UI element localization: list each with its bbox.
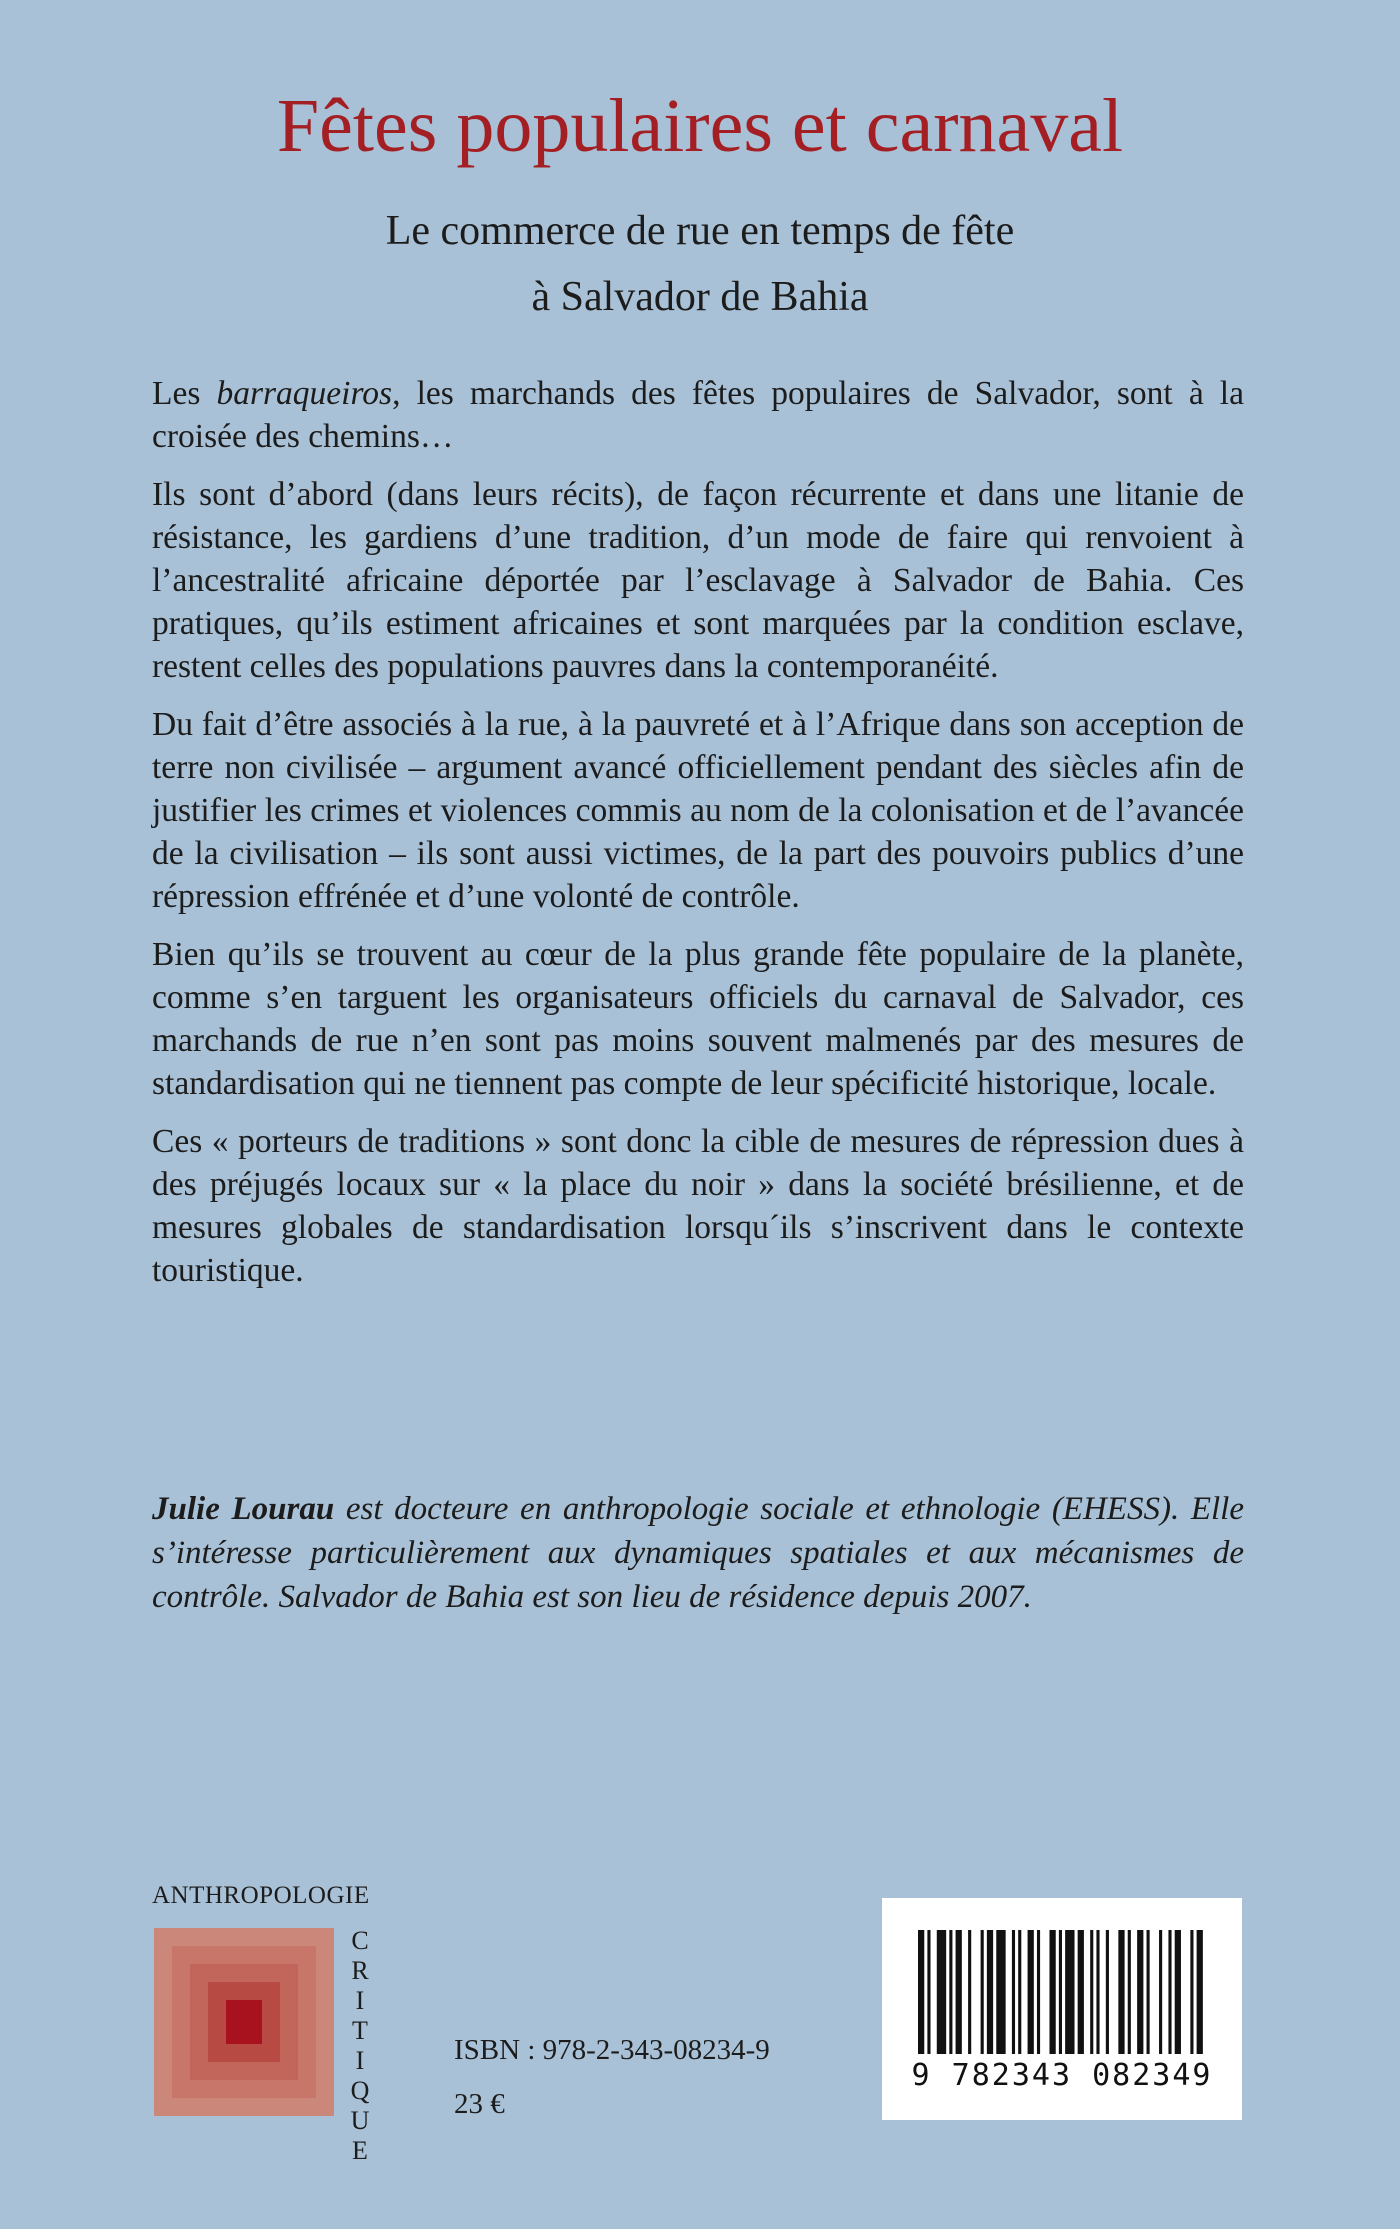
blurb-p1-emphasis: barraqueiros (216, 375, 393, 412)
barcode-bar (1049, 1930, 1055, 2054)
barcode (882, 1898, 1242, 2120)
barcode-digits: 9 782343 082349 (911, 2058, 1213, 2093)
barcode-bar (987, 1930, 993, 2054)
author-bio (152, 1487, 1244, 1619)
barcode-bar (1065, 1930, 1074, 2054)
barcode-bar (1137, 1930, 1143, 2054)
barcode-bar (1018, 1930, 1021, 2054)
blurb-paragraph-2: Ils sont d’abord (dans leurs récits), de façon récurrente et dans une litanie de résistance, les gardiens d’une tradition, d’un mode de faire qui renvoient à l’ancestralité africaine déportée par l’esclavage à Salvador de Bahia. Ces pratiques, qu’ils estiment africaines et sont marquées par la condition esclave, restent celles des populations pauvres dans la contemporanéité. (152, 476, 1244, 685)
barcode-bar (937, 1930, 946, 2054)
barcode-bar (1190, 1930, 1193, 2054)
critique-letter: I (355, 1986, 365, 2015)
blurb-paragraph-3: Du fait d’être associés à la rue, à la pauvreté et à l’Afrique dans son acception de terre non civilisée – argument avancé officiellement pendant des siècles afin de justifier les crimes et violences commis au nom de la colonisation et de l’avancée de la civilisation – ils sont aussi victimes, de la part des pouvoirs publics d’une répression effrénée et d’une volonté de contrôle. (152, 706, 1244, 915)
barcode-bar (1037, 1930, 1040, 2054)
critique-letter: U (350, 2106, 370, 2135)
critique-letter: R (351, 1956, 369, 1985)
author-bio-text: est docteure en anthropologie sociale et ethnologie (EHESS). Elle s’intéresse particulièrement aux dynamiques spatiales et aux mécanismes de contrôle. Salvador de Bahia est son lieu de résidence depuis 2007. (152, 1491, 1244, 1615)
barcode-bar (1059, 1930, 1062, 2054)
critique-letter: T (352, 2016, 368, 2045)
barcode-bar (927, 1930, 930, 2054)
barcode-bar (968, 1930, 971, 2054)
barcode-bar (1197, 1930, 1203, 2054)
subtitle-line-1: Le commerce de rue en temps de fête (385, 208, 1015, 254)
critique-letter: Q (350, 2076, 370, 2105)
barcode-bar (949, 1930, 952, 2054)
critique-letter: E (352, 2136, 368, 2165)
barcode-bar (918, 1930, 924, 2054)
barcode-bar (1106, 1930, 1109, 2054)
isbn-number: ISBN : 978-2-343-08234-9 (454, 2034, 770, 2066)
book-subtitle (0, 198, 1400, 330)
blurb-paragraph-5: Ces « porteurs de traditions » sont donc la cible de mesures de répression dues à des préjugés locaux sur « la place du noir » dans la société brésilienne, et de mesures globales de standardisation lorsqu´ils s’inscrivent dans le contexte touristique. (152, 1123, 1244, 1289)
blurb (152, 372, 1244, 1307)
collection-label: ANTHROPOLOGIE (152, 1882, 370, 1909)
barcode-bar (1147, 1930, 1150, 2054)
barcode-bar (956, 1930, 962, 2054)
barcode-bar (1118, 1930, 1124, 2054)
blurb-p1-after: , les marchands des fêtes populaires de Salvador, sont à la croisée des chemins… (152, 375, 1244, 455)
critique-letter: I (355, 2046, 365, 2075)
collection-vertical-word (346, 1926, 374, 2166)
blurb-paragraph-1 (152, 372, 1244, 458)
author-name: Julie Lourau (152, 1491, 335, 1527)
collection-logo-icon (154, 1928, 334, 2116)
barcode-bar (1028, 1930, 1034, 2054)
blurb-paragraph-4: Bien qu’ils se trouvent au cœur de la plus grande fête populaire de la planète, comme s’en targuent les organisateurs officiels du carnaval de Salvador, ces marchands de rue n’en sont pas moins souvent malmenés par des mesures de standardisation qui ne tiennent pas compte de leur spécificité historique, locale. (152, 936, 1244, 1102)
barcode-bar (981, 1930, 984, 2054)
critique-letter: C (351, 1926, 369, 1955)
subtitle-line-2: à Salvador de Bahia (531, 274, 869, 320)
barcode-bar (1096, 1930, 1099, 2054)
logo-square-5 (226, 2000, 262, 2044)
barcode-bar (1128, 1930, 1131, 2054)
barcode-bar (996, 1930, 1005, 2054)
barcode-bars-icon (918, 1930, 1206, 2054)
price: 23 € (454, 2088, 505, 2120)
barcode-bar (1168, 1930, 1171, 2054)
blurb-p1-before: Les (152, 375, 217, 412)
barcode-bar (1090, 1930, 1093, 2054)
barcode-bar (1175, 1930, 1181, 2054)
barcode-bar (1078, 1930, 1084, 2054)
book-title: Fêtes populaires et carnaval (276, 84, 1124, 168)
barcode-bar (1012, 1930, 1015, 2054)
barcode-bar (1159, 1930, 1162, 2054)
